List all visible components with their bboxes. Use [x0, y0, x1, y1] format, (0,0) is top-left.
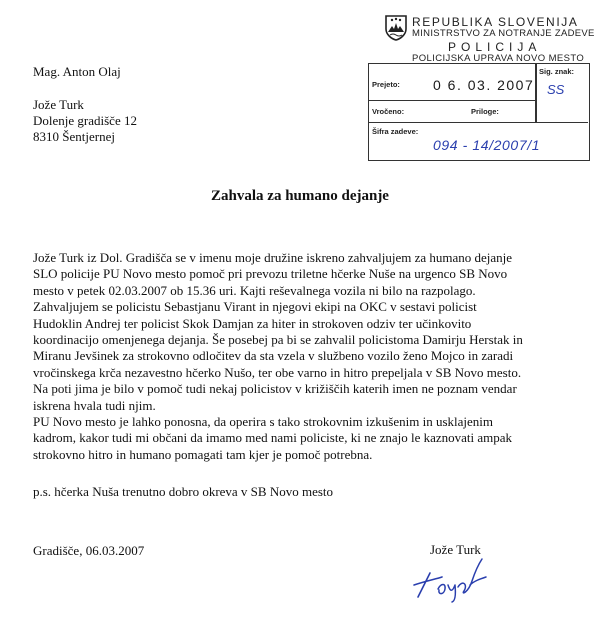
body-line: SLO policije PU Novo mesto pomoč pri prevozu triletne hčerke Nuše na urgenco SB Novo [33, 266, 508, 282]
body-line: iskrena hvala tudi njim. [33, 397, 156, 413]
stamp-sign-label: Sig. znak: [539, 67, 575, 76]
stamp-divider [535, 64, 537, 122]
letterhead-police-directorate: POLICIJSKA UPRAVA NOVO MESTO [412, 53, 585, 64]
sender-name: Jože Turk [33, 97, 84, 112]
handwritten-signature [408, 555, 490, 603]
stamp-case-label: Šifra zadeve: [372, 127, 419, 136]
stamp-received-date: 0 6. 03. 2007 [433, 77, 535, 93]
letter-title: Zahvala za humano dejanje [211, 188, 389, 204]
body-line: Na poti jima je bilo v pomoč tudi nekaj policistov v križiščih katerih imen ne poznam vendar [33, 381, 517, 397]
receipt-stamp [368, 63, 590, 161]
letterhead-republic: REPUBLIKA SLOVENIJA [412, 15, 579, 29]
body-line: PU Novo mesto je lahko ponosna, da operira s tako strokovnim izkušenim in usklajenim [33, 414, 493, 429]
stamp-divider [369, 122, 588, 123]
sender-city: 8310 Šentjernej [33, 129, 115, 144]
letterhead-ministry: MINISTRSTVO ZA NOTRANJE ZADEVE [412, 28, 595, 39]
body-line: koordinacijo omenjenega dejanja. Še posebej pa bi se zahvalil policistoma Damirju Herstak in [33, 332, 523, 347]
postscript: p.s. hčerka Nuša trenutno dobro okreva v SB Novo mesto [33, 484, 334, 499]
stamp-sign-value: SS [547, 82, 565, 97]
place-date: Gradišče, 06.03.2007 [33, 543, 145, 558]
body-line: strokovno hitro in humano pomagati tam kjer je pomoč potrebna. [33, 446, 373, 462]
addressee: Mag. Anton Olaj [33, 64, 121, 79]
body-line: mesto v petek 02.03.2007 ob 15.36 uri. Kajti reševalnega vozila ni bilo na razpolago. [33, 282, 476, 298]
stamp-divider [369, 100, 535, 101]
stamp-attachments-label: Priloge: [471, 107, 499, 116]
stamp-case-number: 094 - 14/2007/1 [433, 137, 541, 153]
body-line: Hudoklin Andrej ter policist Skok Damjan za hiter in strokoven odziv ter učinkovito [33, 315, 472, 331]
body-line: Jože Turk iz Dol. Gradišča se v imenu moje družine iskreno zahvaljujem za humano dejanje [33, 250, 513, 265]
body-line: Miranu Jevšinek za strokovno odločitev da sta vzela v službeno vozilo ženo Mojco in zaradi [33, 348, 514, 364]
body-line: Zahvaljujem se policistu Sebastjanu Virant in njegovi ekipi na OKC v sestavi policist [33, 299, 477, 315]
body-line: kadrom, kakor tudi mi občani da imamo med nami policiste, ki ne znajo le kaznovati ampak [33, 430, 513, 446]
body-line: vročinskega krča nezavestno hčerko Nušo, ter obe varno in hitro prepeljala v SB Novo mesto. [33, 364, 522, 380]
slovenia-coat-of-arms-icon [385, 15, 407, 41]
stamp-received-label: Prejeto: [372, 80, 400, 89]
letterhead-police: POLICIJA [448, 40, 542, 54]
stamp-submitted-label: Vročeno: [372, 107, 405, 116]
sender-street: Dolenje gradišče 12 [33, 113, 137, 128]
signature-name: Jože Turk [430, 542, 481, 557]
